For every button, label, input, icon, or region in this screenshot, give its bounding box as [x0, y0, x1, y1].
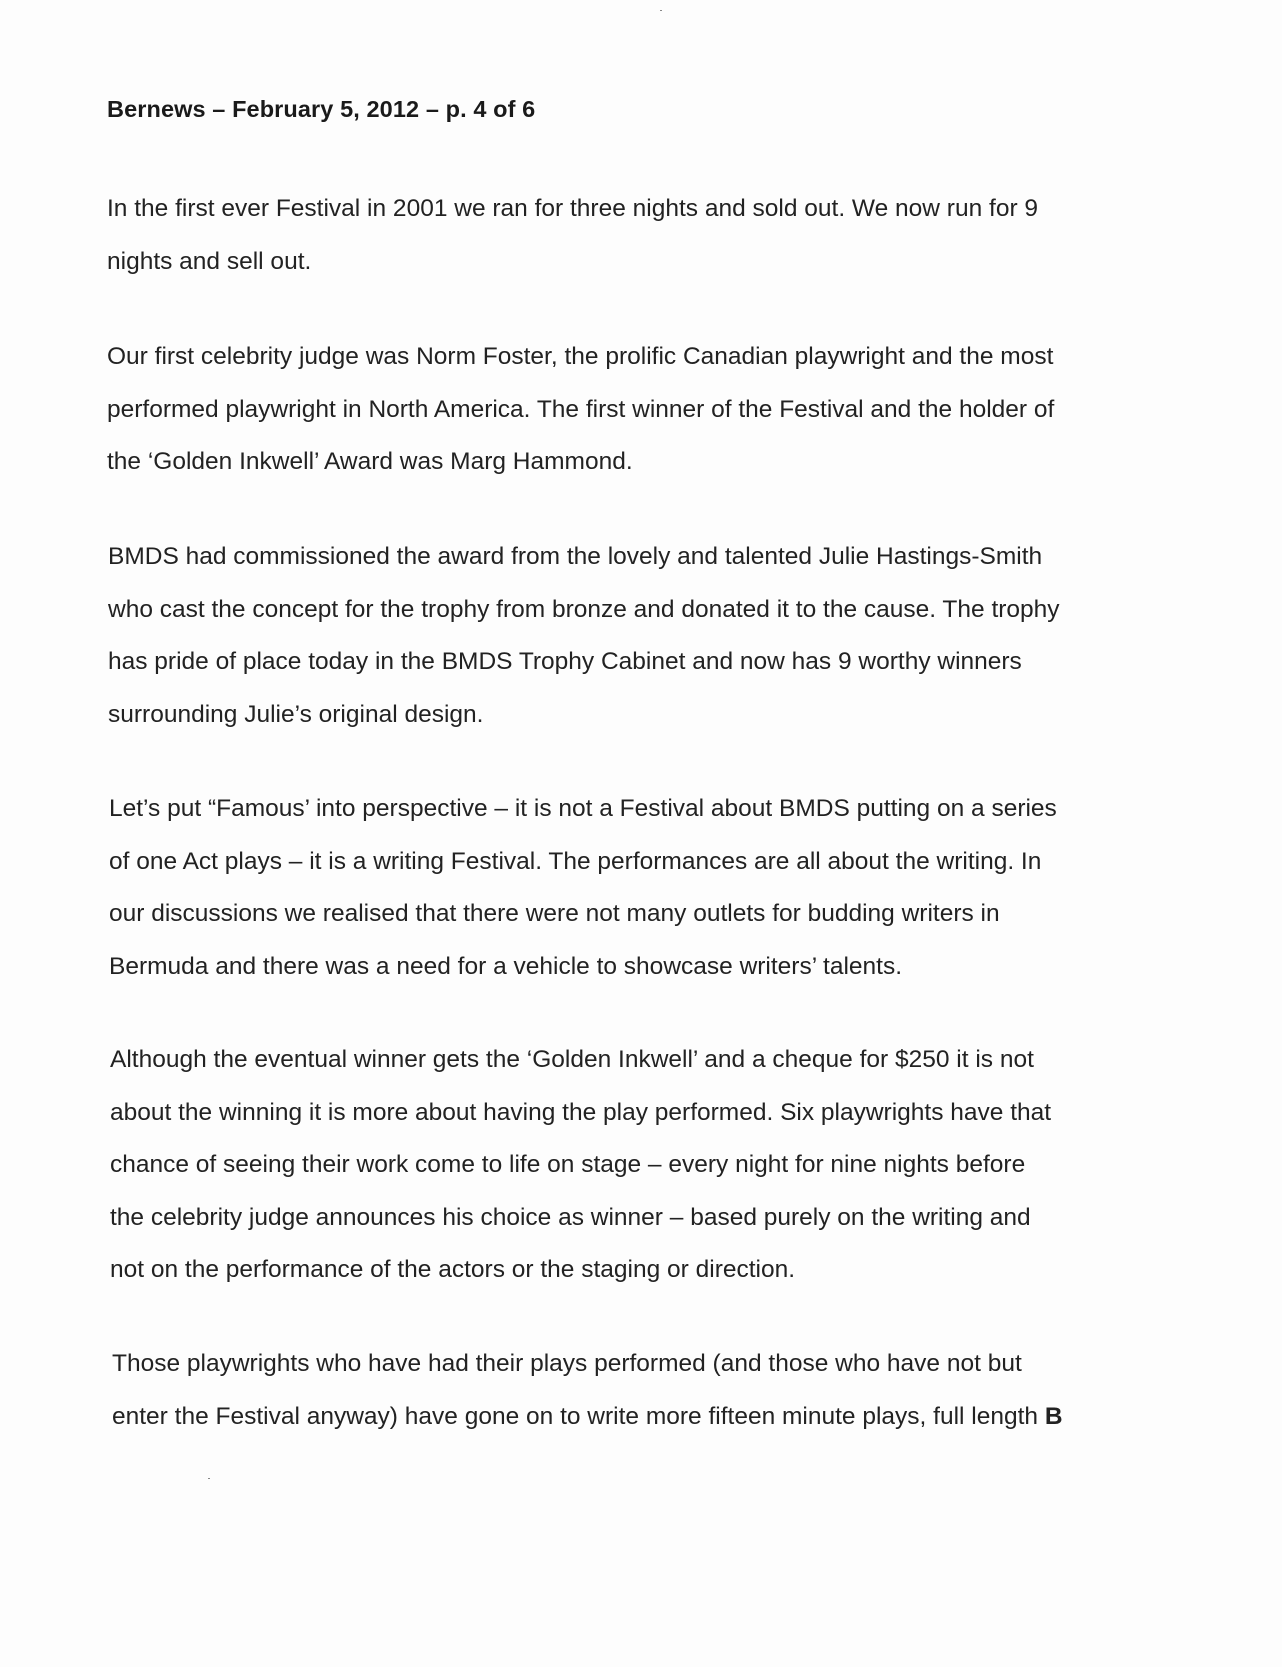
text-line: surrounding Julie’s original design. [108, 700, 484, 728]
text-line: performed playwright in North America. The first winner of the Festival and the holder of [107, 395, 1055, 423]
text-line: of one Act plays – it is a writing Festival. The performances are all about the writing. In [109, 847, 1042, 875]
text-line: about the winning it is more about having the play performed. Six playwrights have that [110, 1098, 1052, 1126]
page-header: Bernews – February 5, 2012 – p. 4 of 6 [107, 96, 536, 122]
paragraph-playwrights [112, 1338, 1182, 1443]
text-line: Although the eventual winner gets the ‘Golden Inkwell’ and a cheque for $250 it is not [110, 1046, 1034, 1073]
text-line: has pride of place today in the BMDS Trophy Cabinet and now has 9 worthy winners [108, 648, 1022, 675]
text-line: the ‘Golden Inkwell’ Award was Marg Hammond. [107, 448, 633, 475]
text-line: the celebrity judge announces his choice as winner – based purely on the writing and [110, 1203, 1031, 1231]
text-line: who cast the concept for the trophy from bronze and donated it to the cause. The trophy [108, 595, 1060, 623]
text-line: our discussions we realised that there were not many outlets for budding writers in [109, 900, 1000, 927]
paragraph-winner-prize [110, 1034, 1180, 1297]
paragraph-writing-festival [109, 783, 1179, 993]
paragraph-trophy [108, 531, 1178, 741]
text-line: Let’s put “Famous’ into perspective – it is not a Festival about BMDS putting on a series [109, 795, 1057, 822]
text-line: Bermuda and there was a need for a vehicle to showcase writers’ talents. [109, 952, 903, 980]
paragraph-first-judge [107, 331, 1177, 489]
text-line-content: enter the Festival anyway) have gone on to write more fifteen minute plays, full length [112, 1402, 1045, 1430]
text-line: not on the performance of the actors or the staging or direction. [110, 1256, 796, 1283]
text-line [112, 1391, 1182, 1444]
scan-speck [208, 1478, 210, 1479]
bold-continuation-letter: B [1044, 1402, 1063, 1430]
paragraph-festival-history [107, 183, 1177, 288]
text-line: chance of seeing their work come to life on stage – every night for nine nights before [110, 1151, 1026, 1178]
text-line: In the first ever Festival in 2001 we ran for three nights and sold out. We now run for 9 [107, 195, 1039, 222]
scan-speck [660, 10, 662, 11]
text-line: Our first celebrity judge was Norm Foster, the prolific Canadian playwright and the most [107, 343, 1054, 370]
text-line: BMDS had commissioned the award from the lovely and talented Julie Hastings-Smith [108, 543, 1043, 570]
text-line: Those playwrights who have had their plays performed (and those who have not but [112, 1350, 1022, 1377]
text-line: nights and sell out. [107, 247, 312, 275]
